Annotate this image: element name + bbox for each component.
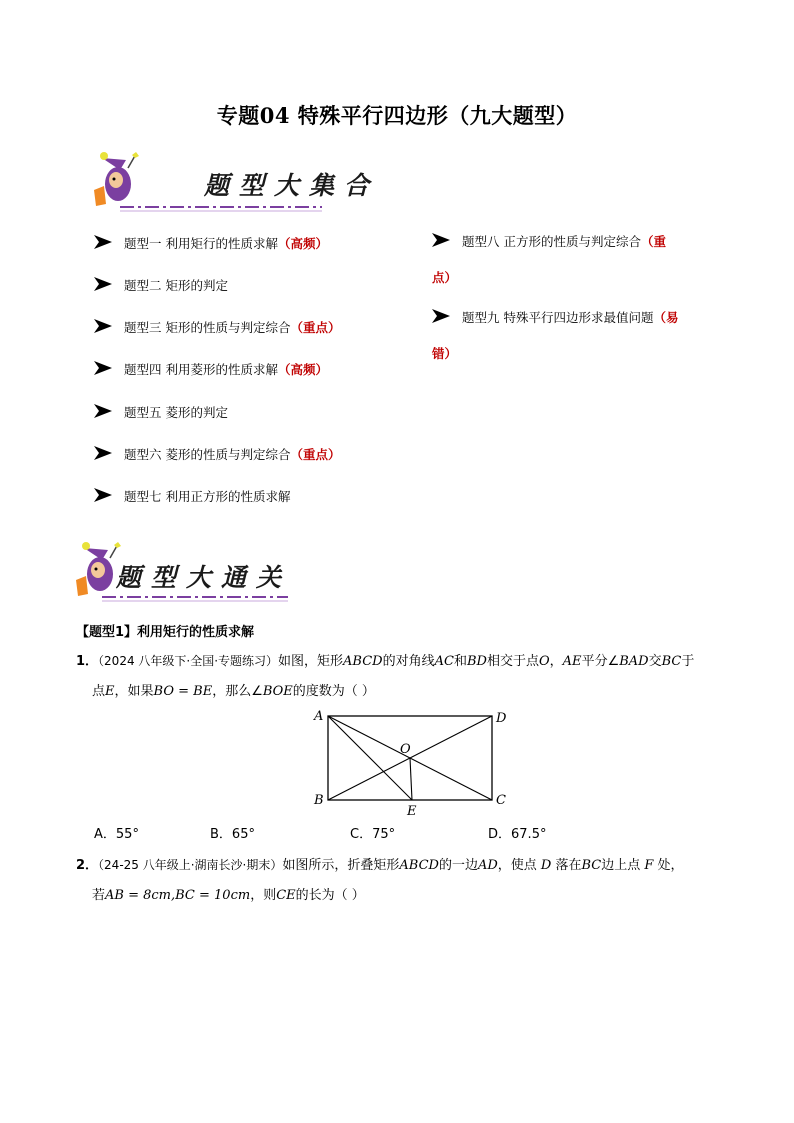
toc-item-tag: （高频） bbox=[277, 236, 328, 251]
toc-item-label: 题型一 利用矩行的性质求解 bbox=[124, 236, 278, 251]
question-text: 落在 bbox=[551, 858, 582, 873]
toc-item-7[interactable] bbox=[94, 487, 290, 507]
toc-item-8-wrap: 点） bbox=[432, 270, 458, 285]
question-2-line2 bbox=[76, 881, 736, 911]
question-text: ，如果 bbox=[114, 684, 154, 699]
rectangle-figure bbox=[310, 706, 510, 818]
question-2-line1 bbox=[76, 850, 736, 881]
question-text: 交 bbox=[648, 654, 662, 669]
question-text: 如图，矩形 bbox=[278, 654, 344, 669]
page-title: 专题04 特殊平行四边形（九大题型） bbox=[216, 103, 578, 128]
math: BO = BE bbox=[153, 684, 213, 699]
segment-oe bbox=[410, 758, 412, 800]
question-source: （24-25 八年级上·湖南长沙·期末） bbox=[98, 858, 283, 872]
label-d: D bbox=[496, 711, 507, 726]
question-text: 的度数为（ ） bbox=[292, 684, 375, 699]
question-text: ，使点 bbox=[497, 858, 541, 873]
toc-item-6[interactable] bbox=[94, 445, 341, 465]
option-key: B． bbox=[210, 827, 232, 842]
question-text: ，则 bbox=[250, 888, 277, 903]
option-c[interactable] bbox=[350, 823, 395, 842]
arrow-bullet-icon bbox=[94, 404, 112, 424]
question-text: 点 bbox=[92, 684, 106, 699]
math: BAD bbox=[619, 654, 649, 669]
toc-item-label: 题型四 利用菱形的性质求解 bbox=[124, 362, 278, 377]
toc-item-tag: （重点） bbox=[290, 447, 341, 462]
question-text: 边上点 bbox=[601, 858, 645, 873]
toc-item-9[interactable] bbox=[432, 308, 679, 328]
arrow-bullet-icon bbox=[94, 446, 112, 466]
toc-item-label: 题型三 矩形的性质与判定综合 bbox=[124, 320, 291, 335]
math: ABCD bbox=[399, 858, 439, 873]
arrow-bullet-icon bbox=[94, 235, 112, 255]
banner-title: 题型大通关 bbox=[116, 563, 292, 592]
question-text: ， bbox=[549, 654, 563, 669]
math: AB = 8cm,BC = 10cm bbox=[105, 888, 251, 903]
question-text: 平分∠ bbox=[581, 654, 620, 669]
math: BD bbox=[466, 654, 487, 669]
question-1-line1 bbox=[76, 646, 736, 677]
toc-item-label: 题型八 正方形的性质与判定综合 bbox=[462, 234, 641, 249]
math: AE bbox=[562, 654, 582, 669]
toc-item-4[interactable] bbox=[94, 360, 328, 380]
toc-item-label: 题型二 矩形的判定 bbox=[124, 278, 228, 293]
question-2 bbox=[76, 850, 736, 911]
question-text: 于 bbox=[681, 654, 695, 669]
toc-item-3[interactable] bbox=[94, 318, 341, 338]
toc-item-2[interactable] bbox=[94, 276, 228, 296]
option-b[interactable] bbox=[210, 823, 255, 842]
arrow-bullet-icon bbox=[94, 488, 112, 508]
option-d[interactable] bbox=[488, 823, 546, 842]
toc-item-label: 题型六 菱形的性质与判定综合 bbox=[124, 447, 291, 462]
question-text: ，那么∠ bbox=[212, 684, 263, 699]
toc-item-tag: （重 bbox=[640, 234, 666, 249]
toc-item-label: 题型五 菱形的判定 bbox=[124, 405, 228, 420]
option-value: 75° bbox=[372, 827, 396, 842]
segment-ae bbox=[328, 716, 412, 800]
toc-item-label: 题型九 特殊平行四边形求最值问题 bbox=[462, 310, 654, 325]
question-text: 若 bbox=[92, 888, 106, 903]
toc-item-label: 题型七 利用正方形的性质求解 bbox=[124, 489, 291, 504]
arrow-bullet-icon bbox=[94, 277, 112, 297]
toc-item-1[interactable] bbox=[94, 234, 328, 254]
question-source: （2024 八年级下·全国·专题练习） bbox=[98, 654, 279, 668]
math: O bbox=[538, 654, 550, 669]
math: E bbox=[105, 684, 115, 699]
math: CE bbox=[276, 888, 296, 903]
label-e: E bbox=[407, 804, 417, 818]
math: AD bbox=[477, 858, 498, 873]
option-key: A． bbox=[94, 827, 116, 842]
question-text: 的一边 bbox=[438, 858, 478, 873]
question-text: 和 bbox=[453, 654, 467, 669]
banner-title: 题型大集合 bbox=[204, 171, 380, 200]
option-value: 65° bbox=[231, 827, 255, 842]
label-a: A bbox=[314, 709, 324, 724]
question-text: 如图所示，折叠矩形 bbox=[282, 858, 400, 873]
math: ABCD bbox=[343, 654, 383, 669]
arrow-bullet-icon bbox=[432, 309, 450, 329]
label-o: O bbox=[400, 742, 411, 757]
arrow-bullet-icon bbox=[94, 361, 112, 381]
math: D bbox=[540, 858, 552, 873]
question-text: 相交于点 bbox=[486, 654, 539, 669]
math: F bbox=[644, 858, 654, 873]
question-text: 的长为（ ） bbox=[295, 888, 365, 903]
question-text: 的对角线 bbox=[382, 654, 435, 669]
section-heading: 【题型1】利用矩行的性质求解 bbox=[76, 625, 255, 640]
option-key: C． bbox=[350, 827, 373, 842]
toc-item-tag: （高频） bbox=[277, 362, 328, 377]
question-text: 处， bbox=[653, 858, 684, 873]
arrow-bullet-icon bbox=[432, 233, 450, 253]
math: BC bbox=[661, 654, 682, 669]
option-value: 67.5° bbox=[511, 827, 547, 842]
question-1 bbox=[76, 646, 736, 707]
label-c: C bbox=[496, 793, 506, 808]
arrow-bullet-icon bbox=[94, 319, 112, 339]
toc-item-9-wrap: 错） bbox=[432, 346, 458, 361]
math: BC bbox=[581, 858, 602, 873]
math: BOE bbox=[262, 684, 293, 699]
label-b: B bbox=[314, 793, 324, 808]
option-a[interactable] bbox=[94, 823, 139, 842]
question-number: 1． bbox=[76, 654, 99, 669]
question-number: 2． bbox=[76, 858, 99, 873]
toc-item-tag: （易 bbox=[653, 310, 679, 325]
option-key: D． bbox=[488, 827, 512, 842]
math: AC bbox=[434, 654, 454, 669]
toc-item-8[interactable] bbox=[432, 232, 666, 252]
question-1-line2 bbox=[76, 677, 736, 707]
toc-item-tag: （重点） bbox=[290, 320, 341, 335]
option-value: 55° bbox=[115, 827, 139, 842]
toc-item-5[interactable] bbox=[94, 403, 228, 423]
